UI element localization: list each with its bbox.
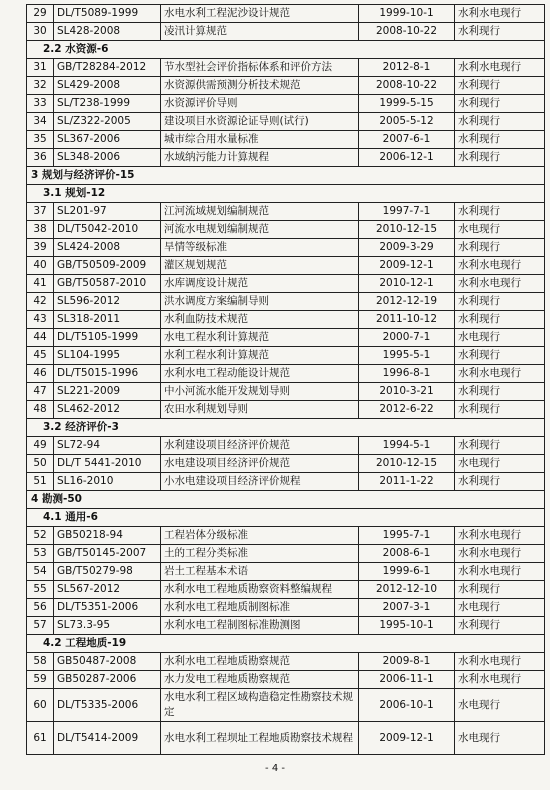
effective-date: 1999-5-15	[359, 95, 455, 113]
section-heading: 3 规划与经济评价-15	[27, 167, 545, 185]
table-row	[27, 365, 545, 383]
status: 水利现行	[455, 347, 545, 365]
standard-title: 水资源评价导则	[161, 95, 359, 113]
effective-date: 2009-3-29	[359, 239, 455, 257]
standards-table-body	[27, 5, 545, 755]
effective-date: 2011-10-12	[359, 311, 455, 329]
effective-date: 2012-12-10	[359, 581, 455, 599]
standard-title: 旱情等级标准	[161, 239, 359, 257]
effective-date: 1995-5-1	[359, 347, 455, 365]
table-row	[27, 149, 545, 167]
standard-title: 水利血防技术规范	[161, 311, 359, 329]
table-row	[27, 383, 545, 401]
status: 水利水电现行	[455, 527, 545, 545]
status: 水电现行	[455, 455, 545, 473]
row-number: 44	[27, 329, 54, 347]
standard-title: 水库调度设计规范	[161, 275, 359, 293]
effective-date: 2006-11-1	[359, 671, 455, 689]
standard-code: DL/T5351-2006	[54, 599, 161, 617]
table-row	[27, 239, 545, 257]
table-row	[27, 293, 545, 311]
standard-code: SL596-2012	[54, 293, 161, 311]
row-number: 31	[27, 59, 54, 77]
status: 水利现行	[455, 581, 545, 599]
row-number: 60	[27, 689, 54, 722]
table-row	[27, 617, 545, 635]
row-number: 55	[27, 581, 54, 599]
status: 水利现行	[455, 23, 545, 41]
standard-title: 水利建设项目经济评价规范	[161, 437, 359, 455]
table-row	[27, 689, 545, 722]
table-row	[27, 347, 545, 365]
standard-title: 江河流域规划编制规范	[161, 203, 359, 221]
effective-date: 2010-12-15	[359, 221, 455, 239]
standard-code: GB/T50587-2010	[54, 275, 161, 293]
status: 水电现行	[455, 722, 545, 755]
standard-code: SL348-2006	[54, 149, 161, 167]
standard-title: 灌区规划规范	[161, 257, 359, 275]
standard-code: SL201-97	[54, 203, 161, 221]
standard-code: SL/Z322-2005	[54, 113, 161, 131]
standard-title: 水利水电工程制图标准勘测图	[161, 617, 359, 635]
row-number: 36	[27, 149, 54, 167]
standard-title: 水利工程水利计算规范	[161, 347, 359, 365]
standard-title: 河流水电规划编制规范	[161, 221, 359, 239]
standard-code: GB/T50279-98	[54, 563, 161, 581]
row-number: 39	[27, 239, 54, 257]
status: 水利现行	[455, 293, 545, 311]
effective-date: 2009-12-1	[359, 722, 455, 755]
effective-date: 1994-5-1	[359, 437, 455, 455]
effective-date: 1999-6-1	[359, 563, 455, 581]
section-heading: 4 勘测-50	[27, 491, 545, 509]
status: 水利现行	[455, 77, 545, 95]
status: 水利水电现行	[455, 545, 545, 563]
standard-code: SL424-2008	[54, 239, 161, 257]
standard-title: 洪水调度方案编制导则	[161, 293, 359, 311]
row-number: 47	[27, 383, 54, 401]
table-row	[27, 527, 545, 545]
standard-code: GB50487-2008	[54, 653, 161, 671]
row-number: 34	[27, 113, 54, 131]
standard-code: DL/T5105-1999	[54, 329, 161, 347]
standard-code: DL/T5089-1999	[54, 5, 161, 23]
standard-title: 水电工程水利计算规范	[161, 329, 359, 347]
status: 水利现行	[455, 311, 545, 329]
status: 水利现行	[455, 383, 545, 401]
standard-code: DL/T5015-1996	[54, 365, 161, 383]
page-number: - 4 -	[265, 763, 285, 774]
section-heading-row	[27, 491, 545, 509]
table-row	[27, 5, 545, 23]
row-number: 58	[27, 653, 54, 671]
table-row	[27, 545, 545, 563]
standard-title: 小水电建设项目经济评价规程	[161, 473, 359, 491]
effective-date: 2009-8-1	[359, 653, 455, 671]
row-number: 33	[27, 95, 54, 113]
standard-code: DL/T 5441-2010	[54, 455, 161, 473]
table-row	[27, 722, 545, 755]
effective-date: 1997-7-1	[359, 203, 455, 221]
standard-code: SL104-1995	[54, 347, 161, 365]
row-number: 59	[27, 671, 54, 689]
table-row	[27, 77, 545, 95]
row-number: 48	[27, 401, 54, 419]
table-row	[27, 59, 545, 77]
standard-code: SL428-2008	[54, 23, 161, 41]
status: 水利现行	[455, 617, 545, 635]
row-number: 57	[27, 617, 54, 635]
status: 水电现行	[455, 329, 545, 347]
standard-code: SL367-2006	[54, 131, 161, 149]
standard-title: 水力发电工程地质勘察规范	[161, 671, 359, 689]
effective-date: 2009-12-1	[359, 257, 455, 275]
standard-code: GB50218-94	[54, 527, 161, 545]
standard-code: SL462-2012	[54, 401, 161, 419]
row-number: 49	[27, 437, 54, 455]
row-number: 41	[27, 275, 54, 293]
standard-code: SL567-2012	[54, 581, 161, 599]
row-number: 50	[27, 455, 54, 473]
standard-code: DL/T5414-2009	[54, 722, 161, 755]
status: 水利现行	[455, 203, 545, 221]
standard-code: SL72-94	[54, 437, 161, 455]
standard-title: 建设项目水资源论证导则(试行)	[161, 113, 359, 131]
row-number: 51	[27, 473, 54, 491]
effective-date: 2012-8-1	[359, 59, 455, 77]
standard-code: GB/T28284-2012	[54, 59, 161, 77]
table-row	[27, 113, 545, 131]
section-heading-row	[27, 41, 545, 59]
effective-date: 2010-12-15	[359, 455, 455, 473]
effective-date: 2008-10-22	[359, 77, 455, 95]
effective-date: 2000-7-1	[359, 329, 455, 347]
standard-title: 土的工程分类标准	[161, 545, 359, 563]
table-row	[27, 563, 545, 581]
status: 水利水电现行	[455, 59, 545, 77]
effective-date: 2008-6-1	[359, 545, 455, 563]
status: 水利现行	[455, 401, 545, 419]
standard-code: SL16-2010	[54, 473, 161, 491]
effective-date: 2010-12-1	[359, 275, 455, 293]
standard-title: 水利水电工程动能设计规范	[161, 365, 359, 383]
standard-code: GB/T50509-2009	[54, 257, 161, 275]
table-row	[27, 581, 545, 599]
row-number: 30	[27, 23, 54, 41]
section-heading-row	[27, 185, 545, 203]
standards-table	[26, 4, 545, 755]
table-row	[27, 131, 545, 149]
table-row	[27, 23, 545, 41]
standard-title: 水利水电工程地质制图标准	[161, 599, 359, 617]
effective-date: 2006-12-1	[359, 149, 455, 167]
row-number: 46	[27, 365, 54, 383]
status: 水利水电现行	[455, 671, 545, 689]
section-heading: 4.2 工程地质-19	[27, 635, 545, 653]
effective-date: 2010-3-21	[359, 383, 455, 401]
standard-title: 中小河流水能开发规划导则	[161, 383, 359, 401]
status: 水利现行	[455, 95, 545, 113]
table-row	[27, 329, 545, 347]
table-row	[27, 221, 545, 239]
row-number: 32	[27, 77, 54, 95]
table-row	[27, 671, 545, 689]
table-row	[27, 257, 545, 275]
row-number: 40	[27, 257, 54, 275]
standard-title: 岩土工程基本术语	[161, 563, 359, 581]
standard-title: 城市综合用水量标准	[161, 131, 359, 149]
effective-date: 1999-10-1	[359, 5, 455, 23]
section-heading: 3.1 规划-12	[27, 185, 545, 203]
effective-date: 2011-1-22	[359, 473, 455, 491]
standard-code: GB50287-2006	[54, 671, 161, 689]
standard-code: SL221-2009	[54, 383, 161, 401]
section-heading: 3.2 经济评价-3	[27, 419, 545, 437]
standard-title: 农田水利规划导则	[161, 401, 359, 419]
row-number: 42	[27, 293, 54, 311]
standard-title: 水电建设项目经济评价规范	[161, 455, 359, 473]
effective-date: 2007-3-1	[359, 599, 455, 617]
table-row	[27, 203, 545, 221]
table-row	[27, 653, 545, 671]
standard-code: DL/T5335-2006	[54, 689, 161, 722]
status: 水利现行	[455, 437, 545, 455]
row-number: 29	[27, 5, 54, 23]
standard-code: SL429-2008	[54, 77, 161, 95]
table-row	[27, 437, 545, 455]
effective-date: 2012-12-19	[359, 293, 455, 311]
effective-date: 2005-5-12	[359, 113, 455, 131]
status: 水利现行	[455, 239, 545, 257]
effective-date: 2012-6-22	[359, 401, 455, 419]
standard-title: 水电水利工程区域构造稳定性勘察技术规定	[161, 689, 359, 722]
standard-title: 水资源供需预测分析技术规范	[161, 77, 359, 95]
section-heading-row	[27, 635, 545, 653]
effective-date: 2007-6-1	[359, 131, 455, 149]
row-number: 45	[27, 347, 54, 365]
row-number: 37	[27, 203, 54, 221]
effective-date: 2006-10-1	[359, 689, 455, 722]
standard-code: SL318-2011	[54, 311, 161, 329]
section-heading-row	[27, 167, 545, 185]
status: 水利水电现行	[455, 257, 545, 275]
row-number: 38	[27, 221, 54, 239]
row-number: 56	[27, 599, 54, 617]
table-row	[27, 95, 545, 113]
status: 水利水电现行	[455, 5, 545, 23]
effective-date: 1995-7-1	[359, 527, 455, 545]
status: 水电现行	[455, 689, 545, 722]
section-heading: 2.2 水资源-6	[27, 41, 545, 59]
table-row	[27, 455, 545, 473]
table-row	[27, 401, 545, 419]
standard-code: DL/T5042-2010	[54, 221, 161, 239]
row-number: 54	[27, 563, 54, 581]
standard-title: 节水型社会评价指标体系和评价方法	[161, 59, 359, 77]
section-heading-row	[27, 509, 545, 527]
table-row	[27, 275, 545, 293]
status: 水利水电现行	[455, 365, 545, 383]
row-number: 52	[27, 527, 54, 545]
standard-title: 水电水利工程坝址工程地质勘察技术规程	[161, 722, 359, 755]
standard-title: 水利水电工程地质勘察规范	[161, 653, 359, 671]
status: 水利现行	[455, 113, 545, 131]
table-row	[27, 473, 545, 491]
row-number: 53	[27, 545, 54, 563]
standard-title: 水利水电工程地质勘察资料整编规程	[161, 581, 359, 599]
standard-title: 水域纳污能力计算规程	[161, 149, 359, 167]
standard-code: GB/T50145-2007	[54, 545, 161, 563]
row-number: 43	[27, 311, 54, 329]
effective-date: 1995-10-1	[359, 617, 455, 635]
row-number: 35	[27, 131, 54, 149]
standard-title: 凌汛计算规范	[161, 23, 359, 41]
standard-title: 工程岩体分级标准	[161, 527, 359, 545]
table-row	[27, 311, 545, 329]
status: 水利现行	[455, 149, 545, 167]
table-row	[27, 599, 545, 617]
row-number: 61	[27, 722, 54, 755]
effective-date: 2008-10-22	[359, 23, 455, 41]
section-heading: 4.1 通用-6	[27, 509, 545, 527]
standard-code: SL/T238-1999	[54, 95, 161, 113]
status: 水利现行	[455, 131, 545, 149]
status: 水电现行	[455, 599, 545, 617]
section-heading-row	[27, 419, 545, 437]
status: 水利现行	[455, 473, 545, 491]
status: 水利水电现行	[455, 275, 545, 293]
effective-date: 1996-8-1	[359, 365, 455, 383]
standard-title: 水电水利工程泥沙设计规范	[161, 5, 359, 23]
status: 水利水电现行	[455, 653, 545, 671]
status: 水利水电现行	[455, 563, 545, 581]
standard-code: SL73.3-95	[54, 617, 161, 635]
status: 水电现行	[455, 221, 545, 239]
